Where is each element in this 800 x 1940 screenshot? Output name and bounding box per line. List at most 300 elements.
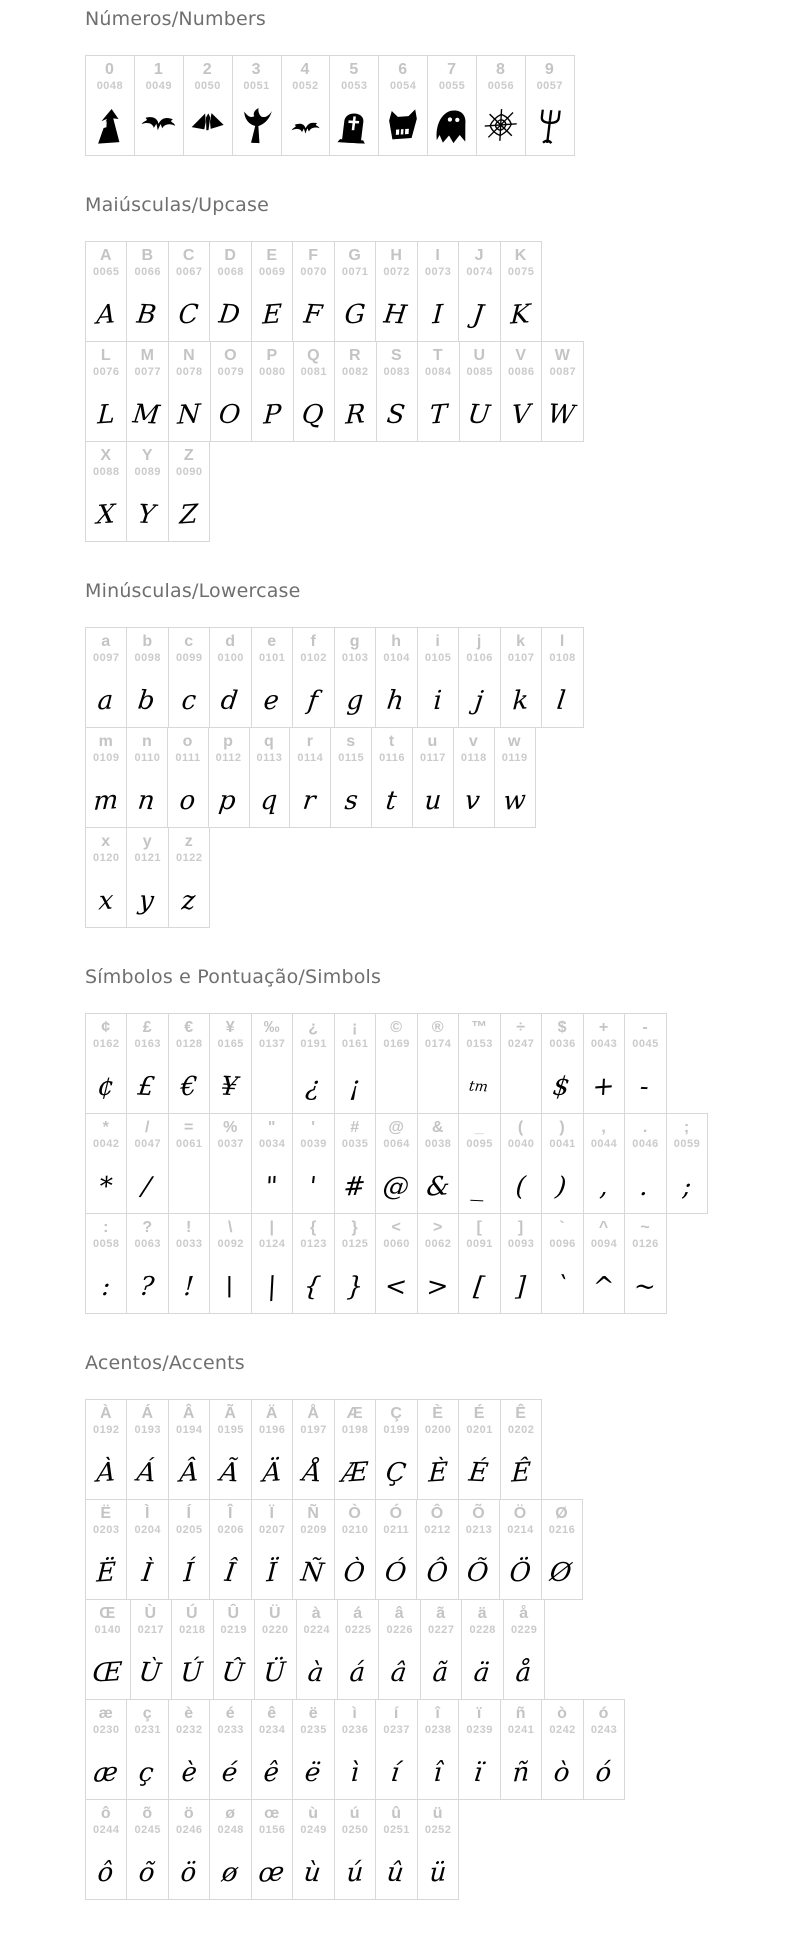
glyph-char-label: ç — [142, 1705, 153, 1722]
glyph-cell — [375, 1499, 417, 1600]
glyph-code-label: 0061 — [175, 1138, 203, 1150]
glyph-preview: € — [179, 1071, 198, 1103]
glyph-cell — [541, 1113, 583, 1214]
glyph-char-label: F — [308, 247, 320, 264]
glyph-code-label: 0036 — [549, 1038, 576, 1050]
glyph-code-label: 0140 — [94, 1624, 122, 1636]
glyph-char-label: R — [349, 347, 362, 364]
glyph-char-label: ¡ — [351, 1019, 359, 1036]
glyph-preview: ø — [220, 1857, 240, 1889]
glyph-char-label: â — [394, 1605, 405, 1622]
glyph-preview: é — [220, 1757, 240, 1789]
glyph-preview: Ê — [510, 1457, 531, 1489]
glyph-preview: ^ — [591, 1271, 616, 1303]
glyph-char-label: O — [224, 347, 238, 364]
glyph-code-label: 0111 — [175, 752, 201, 764]
glyph-code-label: 0069 — [258, 266, 286, 278]
glyph-preview: w — [502, 785, 527, 817]
glyph-cell — [168, 1799, 210, 1900]
glyph-preview: æ — [92, 1757, 119, 1789]
glyph-cell — [168, 1699, 210, 1800]
glyph-cell — [209, 1013, 251, 1114]
glyph-cell — [458, 1113, 500, 1214]
glyph-cell — [168, 1013, 210, 1114]
glyph-code-label: 0216 — [548, 1524, 576, 1536]
glyph-code-label: 0077 — [134, 366, 162, 378]
glyph-preview: A — [95, 299, 117, 331]
glyph-char-label: Ë — [100, 1505, 113, 1522]
glyph-char-label: û — [391, 1805, 403, 1822]
glyph-preview — [432, 92, 472, 149]
glyph-cell — [254, 1599, 296, 1700]
glyph-preview: [ — [471, 1271, 486, 1303]
glyph-cell — [375, 627, 417, 728]
glyph-preview: O — [217, 399, 243, 431]
glyph-preview: ; — [681, 1171, 692, 1203]
glyph-code-label: 0078 — [176, 366, 203, 378]
glyph-cell — [371, 727, 413, 828]
glyph-preview: @ — [380, 1171, 411, 1203]
glyph-cell — [251, 1499, 293, 1600]
glyph-preview: " — [264, 1171, 279, 1203]
glyph-code-label: 0100 — [217, 652, 244, 664]
glyph-code-label: 0126 — [632, 1238, 659, 1250]
glyph-preview: I — [431, 299, 444, 331]
glyph-preview: L — [96, 399, 116, 431]
glyph-char-label: / — [145, 1119, 151, 1136]
glyph-preview — [139, 92, 179, 149]
glyph-preview: h — [385, 685, 406, 717]
glyph-cell — [417, 1113, 459, 1214]
glyph-preview: u — [423, 785, 442, 817]
glyph-preview: S — [385, 399, 407, 431]
glyph-preview: v — [463, 785, 482, 817]
glyph-preview: Ú — [180, 1657, 204, 1689]
glyph-code-label: 0088 — [93, 466, 120, 478]
glyph-char-label: Ö — [513, 1505, 528, 1522]
glyph-code-label: 0244 — [93, 1824, 120, 1836]
glyph-preview: Í — [182, 1557, 195, 1589]
glyph-char-label: g — [349, 633, 361, 650]
glyph-code-label: 0056 — [487, 80, 515, 92]
glyph-cell — [209, 1699, 251, 1800]
glyph-code-label: 0086 — [507, 366, 535, 378]
glyph-cell — [334, 1013, 376, 1114]
glyph-char-label: Ò — [348, 1505, 362, 1522]
small-bat-icon — [287, 107, 323, 145]
glyph-code-label: 0053 — [341, 80, 368, 92]
glyph-preview: ñ — [511, 1757, 530, 1789]
glyph-row — [85, 1599, 770, 1700]
glyph-cell — [417, 241, 459, 342]
glyph-preview: > — [425, 1271, 450, 1303]
glyph-cell — [376, 341, 418, 442]
glyph-code-label: 0217 — [137, 1624, 165, 1636]
glyph-preview — [385, 92, 422, 149]
glyph-char-label: d — [225, 633, 237, 650]
glyph-cell — [85, 1113, 127, 1214]
glyph-preview: + — [591, 1071, 616, 1103]
glyph-char-label: K — [514, 247, 528, 264]
glyph-char-label: Ç — [390, 1405, 403, 1422]
glyph-preview: _ — [470, 1171, 487, 1203]
glyph-cell — [85, 1213, 127, 1314]
glyph-code-label: 0089 — [134, 466, 161, 478]
spooky-tree-icon — [237, 107, 275, 145]
glyph-preview: P — [262, 399, 282, 431]
glyph-cell — [292, 1113, 334, 1214]
glyph-cell — [126, 241, 168, 342]
glyph-char-label: p — [223, 733, 234, 750]
glyph-code-label: 0192 — [93, 1424, 120, 1436]
glyph-code-label: 0055 — [438, 80, 466, 92]
glyph-cell — [417, 1013, 459, 1114]
glyph-preview: H — [382, 299, 409, 331]
glyph-cell — [334, 1399, 376, 1500]
glyph-char-label: * — [102, 1119, 110, 1136]
glyph-code-label: 0241 — [507, 1724, 535, 1736]
glyph-preview: { — [302, 1271, 323, 1303]
glyph-code-label: 0239 — [466, 1724, 493, 1736]
glyph-char-label: E — [266, 247, 279, 264]
glyph-cell — [130, 1599, 172, 1700]
glyph-row — [85, 1399, 770, 1500]
glyph-char-label: Q — [307, 347, 321, 364]
glyph-char-label: í — [393, 1705, 400, 1722]
glyph-preview: b — [136, 685, 157, 717]
glyph-code-label: 0213 — [465, 1524, 493, 1536]
glyph-code-label: 0094 — [590, 1238, 618, 1250]
glyph-code-label: 0252 — [424, 1824, 452, 1836]
glyph-char-label: ü — [432, 1805, 444, 1822]
section-symbols — [85, 966, 770, 1314]
glyph-preview: Ï — [265, 1557, 278, 1589]
glyph-char-label: Ù — [144, 1605, 158, 1622]
glyph-char-label: ê — [267, 1705, 278, 1722]
glyph-grid — [85, 1399, 770, 1900]
glyph-cell — [500, 241, 542, 342]
glyph-char-label: ! — [186, 1219, 193, 1236]
glyph-cell — [292, 1399, 334, 1500]
glyph-char-label: Y — [141, 447, 154, 464]
glyph-cell — [334, 627, 376, 728]
glyph-char-label: Ê — [515, 1405, 527, 1422]
glyph-preview: Y — [136, 499, 158, 531]
glyph-code-label: 0080 — [259, 366, 286, 378]
glyph-code-label: 0074 — [466, 266, 493, 278]
glyph-cell — [494, 727, 536, 828]
glyph-char-label: 1 — [153, 61, 164, 78]
glyph-code-label: 0033 — [175, 1238, 203, 1250]
glyph-preview: j — [472, 685, 485, 717]
glyph-char-label: ø — [225, 1805, 237, 1822]
glyph-char-label: y — [142, 833, 153, 850]
glyph-code-label: 0121 — [134, 852, 161, 864]
glyph-cell — [624, 1113, 666, 1214]
glyph-cell — [85, 1013, 127, 1114]
glyph-char-label: _ — [474, 1119, 485, 1136]
glyph-row — [85, 1013, 770, 1114]
glyph-preview: \ — [223, 1271, 236, 1303]
glyph-cell — [168, 441, 210, 542]
glyph-cell — [126, 1799, 168, 1900]
glyph-preview: ] — [514, 1271, 527, 1303]
glyph-cell — [210, 341, 252, 442]
glyph-code-label: 0137 — [258, 1038, 286, 1050]
glyph-code-label: 0197 — [300, 1424, 327, 1436]
glyph-code-label: 0248 — [217, 1824, 244, 1836]
glyph-char-label: : — [103, 1219, 110, 1236]
glyph-cell — [375, 1399, 417, 1500]
glyph-cell — [459, 341, 501, 442]
glyph-cell — [85, 341, 127, 442]
glyph-cell — [126, 1113, 168, 1214]
section-title: Minúsculas/Lowercase — [85, 580, 301, 602]
glyph-preview: e — [263, 685, 281, 717]
glyph-cell — [251, 1399, 293, 1500]
glyph-char-label: G — [348, 247, 362, 264]
glyph-cell — [417, 1699, 459, 1800]
glyph-cell — [251, 1213, 293, 1314]
glyph-cell — [453, 727, 495, 828]
glyph-code-label: 0096 — [549, 1238, 576, 1250]
glyph-preview: Õ — [465, 1557, 491, 1589]
glyph-cell — [296, 1599, 338, 1700]
glyph-cell — [168, 627, 210, 728]
glyph-char-label: n — [142, 733, 153, 750]
glyph-row — [85, 1213, 770, 1314]
glyph-grid — [85, 627, 770, 928]
glyph-preview: Ç — [383, 1457, 408, 1489]
glyph-code-label: 0079 — [217, 366, 245, 378]
glyph-cell — [476, 55, 526, 156]
glyph-preview: ! — [182, 1271, 195, 1303]
glyph-char-label: Z — [183, 447, 195, 464]
glyph-code-label: 0228 — [469, 1624, 496, 1636]
glyph-cell — [126, 627, 168, 728]
glyph-cell — [213, 1599, 255, 1700]
glyph-preview — [530, 92, 570, 149]
glyph-char-label: b — [142, 633, 154, 650]
glyph-cell — [417, 1799, 459, 1900]
glyph-char-label: 4 — [300, 61, 311, 78]
glyph-preview — [189, 92, 226, 149]
glyph-cell — [168, 341, 210, 442]
glyph-code-label: 0076 — [93, 366, 120, 378]
glyph-cell — [624, 1213, 666, 1314]
glyph-cell — [209, 1499, 251, 1600]
glyph-preview: K — [510, 299, 532, 331]
glyph-code-label: 0038 — [424, 1138, 452, 1150]
glyph-char-label: À — [99, 1405, 113, 1422]
section-numbers — [85, 8, 770, 156]
glyph-preview: Â — [178, 1457, 199, 1489]
glyph-code-label: 0199 — [383, 1424, 410, 1436]
glyph-grid — [85, 55, 770, 156]
glyph-cell — [378, 55, 428, 156]
glyph-char-label: a — [101, 633, 112, 650]
glyph-code-label: 0246 — [175, 1824, 203, 1836]
glyph-cell — [168, 1213, 210, 1314]
glyph-code-label: 0226 — [386, 1624, 413, 1636]
glyph-cell — [281, 55, 331, 156]
glyph-char-label: ì — [352, 1705, 358, 1722]
glyph-char-label: \ — [227, 1219, 234, 1236]
glyph-cell — [232, 55, 282, 156]
glyph-cell — [334, 341, 376, 442]
glyph-cell — [500, 1113, 542, 1214]
glyph-preview: £ — [136, 1071, 157, 1103]
glyph-cell — [126, 1699, 168, 1800]
glyph-preview: À — [95, 1457, 117, 1489]
glyph-char-label: & — [431, 1119, 445, 1136]
glyph-char-label: õ — [142, 1805, 154, 1822]
glyph-preview: B — [135, 299, 159, 331]
glyph-preview: ê — [263, 1757, 281, 1789]
monster-icon — [385, 107, 421, 145]
glyph-cell — [334, 1113, 376, 1214]
glyph-char-label: 9 — [544, 61, 555, 78]
glyph-cell — [375, 1799, 417, 1900]
glyph-cell — [209, 1113, 251, 1214]
glyph-code-label: 0235 — [300, 1724, 327, 1736]
glyph-code-label: 0101 — [258, 652, 286, 664]
glyph-char-label: Ã — [224, 1405, 237, 1422]
glyph-code-label: 0050 — [194, 80, 221, 92]
glyph-char-label: î — [435, 1705, 441, 1722]
glyph-code-label: 0119 — [501, 752, 528, 764]
glyph-cell — [500, 627, 542, 728]
glyph-cell — [209, 1799, 251, 1900]
glyph-char-label: c — [184, 633, 195, 650]
glyph-char-label: q — [264, 733, 275, 750]
glyph-row — [85, 241, 770, 342]
glyph-char-label: Ä — [265, 1405, 279, 1422]
glyph-preview: Ä — [261, 1457, 282, 1489]
glyph-cell — [249, 727, 291, 828]
glyph-code-label: 0084 — [425, 366, 452, 378]
glyph-char-label: ó — [598, 1705, 610, 1722]
glyph-cell — [417, 627, 459, 728]
glyph-char-label: i — [435, 633, 441, 650]
glyph-preview — [91, 92, 128, 149]
glyph-code-label: 0067 — [175, 266, 203, 278]
glyph-code-label: 0211 — [383, 1524, 410, 1536]
glyph-cell — [334, 1499, 376, 1600]
glyph-cell — [251, 1113, 293, 1214]
glyph-char-label: w — [507, 733, 522, 750]
glyph-char-label: f — [310, 633, 317, 650]
glyph-char-label: v — [468, 733, 479, 750]
glyph-preview — [227, 1151, 234, 1206]
glyph-preview — [287, 92, 324, 149]
glyph-preview: g — [345, 685, 364, 717]
glyph-row — [85, 1699, 770, 1800]
glyph-cell — [168, 827, 210, 928]
glyph-preview: û — [385, 1857, 406, 1889]
glyph-row — [85, 55, 770, 156]
glyph-preview: Å — [301, 1457, 324, 1489]
glyph-row — [85, 441, 770, 542]
section-accents — [85, 1352, 770, 1900]
glyph-code-label: 0118 — [460, 752, 487, 764]
glyph-code-label: 0201 — [466, 1424, 493, 1436]
glyph-code-label: 0104 — [383, 652, 410, 664]
glyph-preview: É — [467, 1457, 490, 1489]
glyph-char-label: £ — [142, 1019, 153, 1036]
glyph-preview: å — [515, 1657, 533, 1689]
glyph-preview: ì — [349, 1757, 360, 1789]
glyph-preview — [334, 92, 374, 149]
glyph-code-label: 0114 — [297, 752, 324, 764]
glyph-char-label: € — [184, 1019, 195, 1036]
glyph-cell — [417, 1399, 459, 1500]
glyph-char-label: H — [390, 247, 403, 264]
glyph-preview: ~ — [631, 1271, 658, 1303]
glyph-char-label: ) — [559, 1119, 566, 1136]
glyph-code-label: 0037 — [217, 1138, 244, 1150]
glyph-preview: Ñ — [299, 1557, 326, 1589]
glyph-row — [85, 1113, 770, 1214]
glyph-char-label: œ — [264, 1805, 281, 1822]
glyph-code-label: 0225 — [345, 1624, 372, 1636]
glyph-code-label: 0093 — [507, 1238, 535, 1250]
glyph-char-label: , — [601, 1119, 607, 1136]
glyph-char-label: ä — [477, 1605, 488, 1622]
glyph-preview: V — [510, 399, 532, 431]
glyph-preview: ¢ — [96, 1071, 115, 1103]
glyph-code-label: 0198 — [341, 1424, 369, 1436]
glyph-code-label: 0232 — [175, 1724, 203, 1736]
glyph-cell — [458, 627, 500, 728]
glyph-code-label: 0110 — [134, 752, 161, 764]
glyph-char-label: { — [310, 1219, 318, 1236]
glyph-code-label: 0097 — [93, 652, 120, 664]
glyph-char-label: D — [224, 247, 237, 264]
glyph-char-label: ö — [183, 1805, 195, 1822]
glyph-cell — [85, 241, 127, 342]
glyph-code-label: 0106 — [466, 652, 493, 664]
glyph-preview: E — [261, 299, 283, 331]
glyph-cell — [85, 1599, 131, 1700]
glyph-preview: . — [638, 1171, 651, 1203]
glyph-char-label: 6 — [398, 61, 409, 78]
glyph-preview: Ù — [137, 1657, 163, 1689]
glyph-cell — [167, 727, 208, 828]
glyph-cell — [458, 1699, 500, 1800]
glyph-code-label: 0047 — [134, 1138, 161, 1150]
glyph-code-label: 0113 — [256, 752, 283, 764]
glyph-preview: Œ — [91, 1656, 124, 1689]
glyph-char-label: o — [182, 733, 194, 750]
glyph-preview: F — [301, 299, 324, 331]
glyph-code-label: 0251 — [383, 1824, 410, 1836]
glyph-code-label: 0072 — [383, 266, 410, 278]
glyph-cell — [251, 627, 293, 728]
glyph-cell — [499, 1499, 541, 1600]
glyph-cell — [126, 441, 168, 542]
glyph-char-label: L — [100, 347, 112, 364]
glyph-cell — [417, 341, 459, 442]
glyph-code-label: 0153 — [466, 1038, 493, 1050]
glyph-row — [85, 827, 770, 928]
glyph-code-label: 0115 — [338, 752, 365, 764]
glyph-code-label: 0042 — [93, 1138, 120, 1150]
glyph-char-label: B — [141, 247, 154, 264]
glyph-preview — [188, 1151, 191, 1206]
glyph-code-label: 0109 — [93, 752, 120, 764]
glyph-code-label: 0233 — [217, 1724, 244, 1736]
